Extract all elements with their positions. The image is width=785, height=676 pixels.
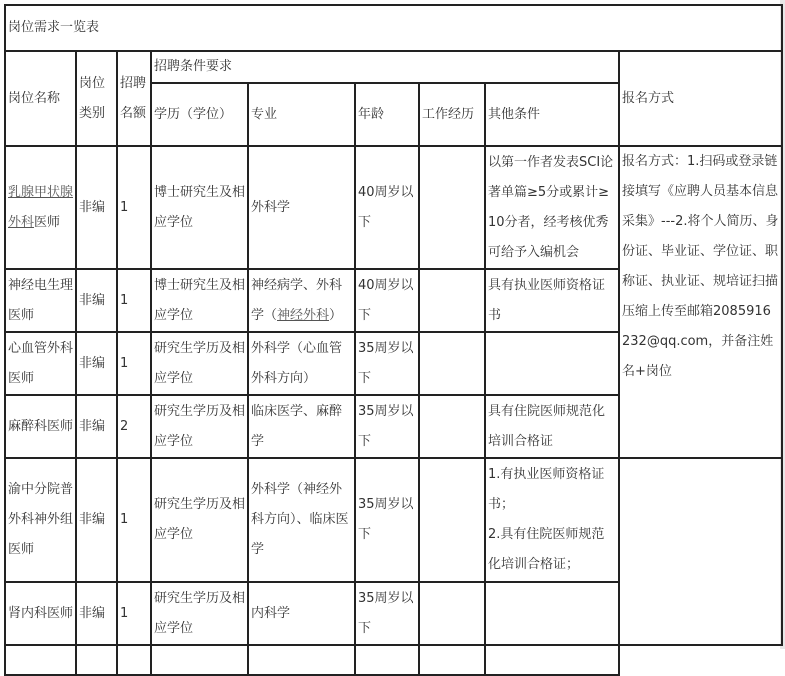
cell-experience <box>419 332 485 395</box>
cell-apply-empty <box>619 458 782 645</box>
table-title: 岗位需求一览表 <box>5 5 782 51</box>
cell-name <box>5 146 76 269</box>
cell-education: 博士研究生及相应学位 <box>151 269 248 332</box>
cell-other: 以第一作者发表SCI论著单篇≥5分或累计≥10分者，经考核优秀可给予入编机会 <box>485 146 619 269</box>
cell-quota: 1 <box>117 332 151 395</box>
cell-quota: 2 <box>117 395 151 458</box>
cell-other <box>485 582 619 645</box>
cell-category: 非编 <box>76 269 117 332</box>
cell-experience <box>419 582 485 645</box>
cell-other: 具有住院医师规范化培训合格证 <box>485 395 619 458</box>
cell-experience <box>419 269 485 332</box>
table-row <box>5 458 782 582</box>
header-major: 专业 <box>248 83 355 146</box>
cell-major: 内科学 <box>248 582 355 645</box>
cell-category: 非编 <box>76 582 117 645</box>
cell-education: 研究生学历及相应学位 <box>151 582 248 645</box>
cell-name: 麻醉科医师 <box>5 395 76 458</box>
header-quota: 招聘名额 <box>117 51 151 146</box>
cell-quota: 1 <box>117 582 151 645</box>
cell-name: 神经电生理医师 <box>5 269 76 332</box>
name-link[interactable]: 乳腺甲状腺外科 <box>8 184 74 230</box>
cell-major: 外科学（心血管外科方向） <box>248 332 355 395</box>
cell-other <box>485 332 619 395</box>
cell-major: 临床医学、麻醉学 <box>248 395 355 458</box>
cell-category: 非编 <box>76 458 117 582</box>
table-row-partial <box>5 645 782 675</box>
table-row <box>5 146 782 269</box>
name-text: 医师 <box>34 214 61 230</box>
cell-education: 研究生学历及相应学位 <box>151 332 248 395</box>
cell-apply-method: 报名方式：1.扫码或登录链接填写《应聘人员基本信息采集》---2.将个人简历、身份证、毕业证、学位证、职称证、执业证、规培证扫描压缩上传至邮箱2085916232@qq.com，并备注姓名+岗位 <box>619 146 782 458</box>
cell-major <box>248 269 355 332</box>
cell-other <box>485 458 619 582</box>
header-age: 年龄 <box>355 83 419 146</box>
cell-education: 研究生学历及相应学位 <box>151 395 248 458</box>
header-conditions: 招聘条件要求 <box>151 51 619 83</box>
cell-education: 博士研究生及相应学位 <box>151 146 248 269</box>
cell-quota: 1 <box>117 146 151 269</box>
cell-category: 非编 <box>76 332 117 395</box>
cell-experience <box>419 146 485 269</box>
cell-experience <box>419 458 485 582</box>
other-item-2: 2.具有住院医师规范化培训合格证； <box>488 527 605 572</box>
header-education: 学历（学位） <box>151 83 248 146</box>
major-text-end: ） <box>329 307 343 323</box>
header-experience: 工作经历 <box>419 83 485 146</box>
major-link[interactable]: 神经外科 <box>277 307 330 323</box>
cell-category: 非编 <box>76 146 117 269</box>
header-apply: 报名方式 <box>619 51 782 146</box>
header-name: 岗位名称 <box>5 51 76 146</box>
cell-experience <box>419 395 485 458</box>
header-other: 其他条件 <box>485 83 619 146</box>
cell-quota: 1 <box>117 269 151 332</box>
major-text: 神经病学、外科学（ <box>251 277 343 323</box>
cell-major: 外科学（神经外科方向）、临床医学 <box>248 458 355 582</box>
cell-age: 35周岁以下 <box>355 458 419 582</box>
other-item-1: 1.有执业医师资格证书； <box>488 467 605 512</box>
header-category: 岗位类别 <box>76 51 117 146</box>
cell-age: 35周岁以下 <box>355 332 419 395</box>
cell-age: 35周岁以下 <box>355 582 419 645</box>
cell-category: 非编 <box>76 395 117 458</box>
cell-name: 肾内科医师 <box>5 582 76 645</box>
cell-name: 心血管外科医师 <box>5 332 76 395</box>
cell-name: 渝中分院普外科神外组医师 <box>5 458 76 582</box>
job-requirements-table <box>4 4 783 676</box>
cell-education: 研究生学历及相应学位 <box>151 458 248 582</box>
cell-age: 40周岁以下 <box>355 146 419 269</box>
cell-other: 具有执业医师资格证书 <box>485 269 619 332</box>
cell-major: 外科学 <box>248 146 355 269</box>
cell-age: 40周岁以下 <box>355 269 419 332</box>
cell-quota: 1 <box>117 458 151 582</box>
cell-age: 35周岁以下 <box>355 395 419 458</box>
